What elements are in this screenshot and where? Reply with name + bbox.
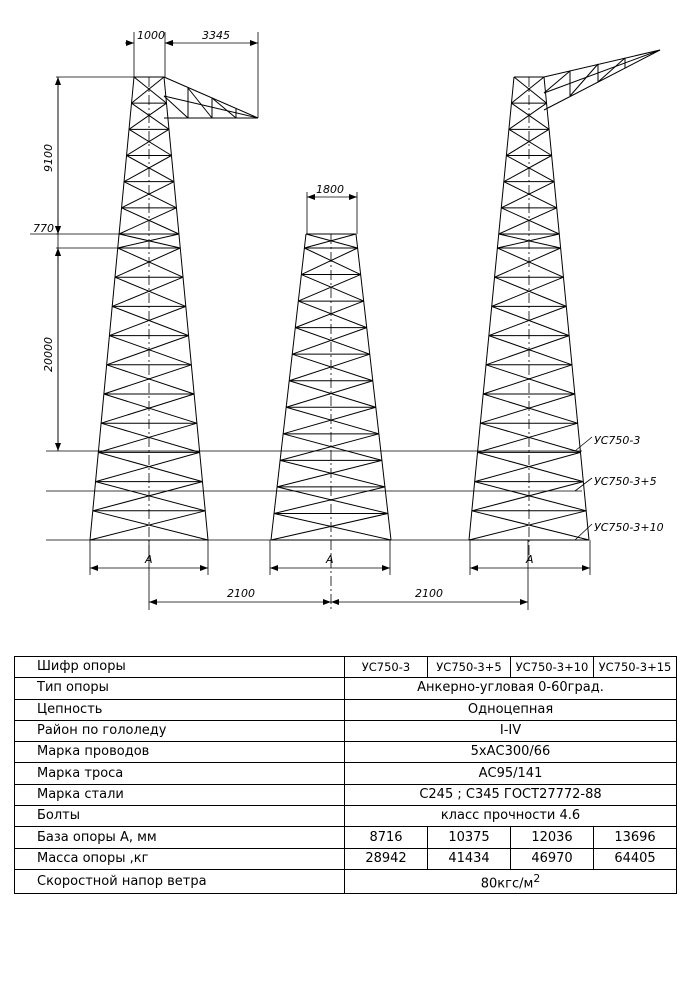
table-row [15,848,677,869]
cell-value: УС750-3+15 [594,657,677,678]
dim-top-width-left: 1000 [137,29,165,42]
row-value: класс прочности 4.6 [345,806,677,827]
table-row [15,699,677,720]
cell-value: 12036 [511,827,594,848]
cell-value: 28942 [345,848,428,869]
row-value: I-IV [345,720,677,741]
cell-value: УС750-3+5 [428,657,511,678]
dim-base-right: A [526,553,534,566]
row-label: Болты [15,806,345,827]
cell-value: 10375 [428,827,511,848]
table-row [15,763,677,784]
cell-value: УС750-3+10 [511,657,594,678]
dim-arm-length: 3345 [202,29,230,42]
level-label-2: УС750-3+5 [594,475,657,488]
row-label: Район по гололеду [15,720,345,741]
table-row [15,657,677,678]
dim-spacing-1: 2100 [227,587,255,600]
row-label: Марка троса [15,763,345,784]
row-value: 5хАС300/66 [345,742,677,763]
dim-spacing-2: 2100 [415,587,443,600]
row-label: Марка стали [15,784,345,805]
level-label-3: УС750-3+10 [594,521,664,534]
row-label: Марка проводов [15,742,345,763]
cell-value: УС750-3 [345,657,428,678]
row-label: Скоростной напор ветра [15,869,345,893]
dim-base-left: A [145,553,153,566]
cell-value: 41434 [428,848,511,869]
cell-value: 8716 [345,827,428,848]
spec-table [14,656,677,894]
wind-pressure-exponent: 2 [533,871,541,885]
cell-value: 46970 [511,848,594,869]
row-value [345,869,677,893]
row-label: Масса опоры ,кг [15,848,345,869]
cell-value: 13696 [594,827,677,848]
row-value: Анкерно-угловая 0-60град. [345,678,677,699]
table-row [15,742,677,763]
dim-top-width-center: 1800 [316,183,344,196]
level-label-1: УС750-3 [594,434,641,447]
row-label: База опоры А, мм [15,827,345,848]
table-row [15,827,677,848]
row-label: Цепность [15,699,345,720]
dimension-labels [33,29,664,600]
cell-value: 64405 [594,848,677,869]
dim-base-center: A [326,553,334,566]
table-row [15,869,677,893]
row-value: Одноцепная [345,699,677,720]
row-label: Тип опоры [15,678,345,699]
tower-lattice [90,50,660,540]
row-value: С245 ; С345 ГОСТ27772-88 [345,784,677,805]
table-row [15,784,677,805]
table-row [15,678,677,699]
table-row [15,806,677,827]
table-row [15,720,677,741]
row-value: АС95/141 [345,763,677,784]
dimension-lines [30,32,592,610]
dim-upper-height: 9100 [42,144,55,172]
row-label: Шифр опоры [15,657,345,678]
dim-mid-height: 770 [33,222,54,235]
dim-lower-height: 20000 [42,337,55,372]
wind-pressure-value: 80кгс/м [480,876,534,892]
